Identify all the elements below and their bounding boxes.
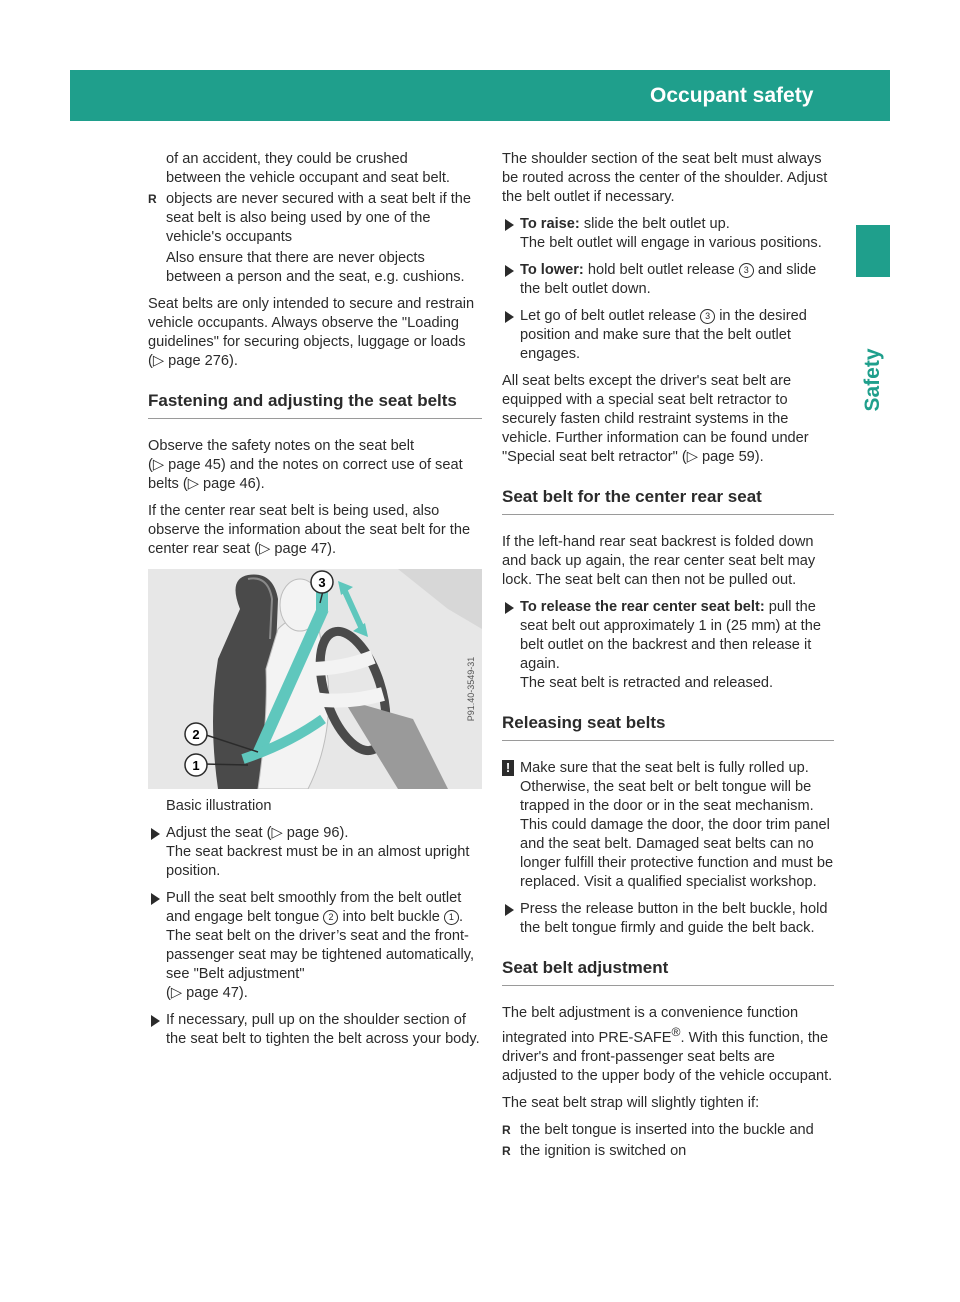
page-reference[interactable]: (▷ page 47). [166, 985, 248, 1001]
figure-caption: Basic illustration [166, 798, 272, 814]
step-text: Let go of belt outlet release [520, 308, 697, 324]
continuation-text [148, 150, 482, 188]
cont-line-2: between the vehicle occupant and seat belt. [166, 170, 450, 186]
para-text: All seat belts except the driver's seat belt are equipped with a special seat belt retractor to securely fasten child restraint systems in the vehicle. Further information can be found under "Special seat belt retractor" [502, 373, 809, 465]
paragraph [148, 502, 482, 559]
bullet-text: objects are never secured with a seat belt if the seat belt is also being used by one of the vehicle's occupants [166, 191, 472, 245]
step-text: Press the release button in the belt buckle, hold the belt tongue firmly and guide the belt back. [520, 901, 828, 936]
para-text: . With this function, the driver's and front-passenger seat belts are adjusted to the upper body of the vehicle occupant. [502, 1029, 833, 1084]
left-column [148, 150, 482, 1057]
step-note: The seat belt is retracted and released. [520, 675, 774, 691]
callout-1-label: 1 [192, 758, 200, 773]
step-note: The belt outlet will engage in various positions. [520, 235, 822, 251]
para-text: Observe the safety notes on the seat belt [148, 438, 415, 454]
warning-text: Make sure that the seat belt is fully rolled up. Otherwise, the seat belt or belt tongue will be trapped in the door or in the seat mechanism. This could damage the door, the door trim panel and the seat belt. Damaged seat belts can no longer fulfill their protective function and must be replaced. Visit a qualified specialist workshop. [520, 760, 834, 890]
figure-code: P91.40-3549-31 [466, 656, 476, 722]
instruction-step [148, 824, 482, 881]
warning-note [502, 759, 834, 892]
right-column [502, 150, 834, 1163]
warning-icon: ! [502, 760, 514, 776]
bullet-text: the belt tongue is inserted into the buckle and [520, 1121, 814, 1138]
section-heading: Fastening and adjusting the seat belts [148, 391, 482, 419]
callout-3-label: 3 [318, 575, 326, 590]
callout-ref-1: 1 [444, 910, 459, 925]
paragraph [502, 372, 834, 467]
callout-2-label: 2 [192, 727, 200, 742]
callout-ref-3: 3 [739, 263, 754, 278]
paragraph [148, 295, 482, 371]
page-number: 47 [916, 84, 940, 107]
page-reference[interactable]: (▷ page 46). [183, 476, 265, 492]
list-item [502, 1142, 834, 1161]
step-label: To lower: [520, 262, 584, 278]
callout-ref-2: 2 [323, 910, 338, 925]
bullet-text: the ignition is switched on [520, 1142, 687, 1159]
instruction-step [502, 215, 834, 253]
side-tab-marker [856, 225, 890, 277]
instruction-step [148, 1011, 482, 1049]
step-text: Pull the seat belt smoothly from the belt outlet and engage belt tongue [166, 890, 462, 925]
step-text: into belt buckle [342, 909, 440, 925]
step-text: hold belt outlet release [587, 262, 735, 278]
step-label: To release the rear center seat belt: [520, 599, 765, 615]
instruction-step [502, 598, 834, 693]
step-note: The seat belt on the driver’s seat and the front-passenger seat may be tightened automatically, see "Belt adjustment" [166, 928, 475, 982]
step-text: Adjust the seat [166, 825, 263, 841]
page-reference[interactable]: (▷ page 96). [267, 825, 349, 841]
para-text: The belt adjustment is a convenience function integrated into PRE-SAFE [502, 1005, 799, 1046]
bullet-note: Also ensure that there are never objects between a person and the seat, e.g. cushions. [166, 250, 465, 285]
step-text: and slide the belt outlet down. [520, 262, 817, 297]
seat-belt-illustration [148, 569, 482, 789]
paragraph [148, 437, 482, 494]
section-heading: Seat belt for the center rear seat [502, 487, 834, 515]
instruction-step [502, 307, 834, 364]
header-divider [900, 70, 903, 121]
page-reference[interactable]: (▷ page 45) and the notes on correct use of seat belts [148, 457, 463, 492]
paragraph: If the left-hand rear seat backrest is folded down and back up again, the rear center seat belt may lock. The seat belt can then not be pulled out. [502, 534, 816, 588]
section-title: Occupant safety [650, 84, 814, 107]
step-text: pull the seat belt out approximately 1 in (25 mm) at the belt outlet on the backrest and then release it again. [520, 599, 821, 672]
registered-mark: ® [671, 1025, 681, 1039]
step-text: If necessary, pull up on the shoulder section of the seat belt to tighten the belt across your body. [166, 1012, 480, 1047]
instruction-step [502, 900, 834, 938]
side-tab-label: Safety [861, 348, 884, 412]
instruction-step: Pull the seat belt smoothly from the belt outlet and engage belt tongue 2 into belt buckle 1 . The seat belt on the driver’s seat and the front-passenger seat may be tightened automatically, see "Belt adjustment" (▷ page 47). [148, 889, 482, 1003]
paragraph: The seat belt strap will slightly tighten if: [502, 1094, 760, 1111]
list-item [502, 1121, 834, 1140]
step-label: To raise: [520, 216, 580, 232]
step-note: The seat backrest must be in an almost upright position. [166, 844, 470, 879]
page-reference[interactable]: (▷ page 276). [148, 353, 238, 369]
list-item [148, 190, 482, 247]
paragraph: The shoulder section of the seat belt must always be routed across the center of the shoulder. Adjust the belt outlet if necessary. [502, 151, 828, 205]
paragraph [502, 1004, 834, 1086]
page-header [70, 70, 940, 121]
step-text: slide the belt outlet up. [583, 216, 730, 232]
section-heading: Seat belt adjustment [502, 958, 834, 986]
para-text: If the center rear seat belt is being used, also observe the information about the seat belt for the center rear seat [148, 503, 471, 557]
section-heading: Releasing seat belts [502, 713, 834, 741]
page-reference[interactable]: (▷ page 47). [254, 541, 336, 557]
step-text: in the desired position and make sure that the belt outlet engages. [520, 308, 807, 362]
page-reference[interactable]: (▷ page 59). [682, 449, 764, 465]
para-text: Seat belts are only intended to secure and restrain vehicle occupants. Always observe the "Loading guidelines" for securing objects, luggage or loads [148, 296, 475, 350]
cont-line-1: of an accident, they could be crushed [166, 151, 408, 167]
driver-belt-diagram-icon [148, 569, 482, 789]
callout-ref-3: 3 [700, 309, 715, 324]
instruction-step [502, 261, 834, 299]
